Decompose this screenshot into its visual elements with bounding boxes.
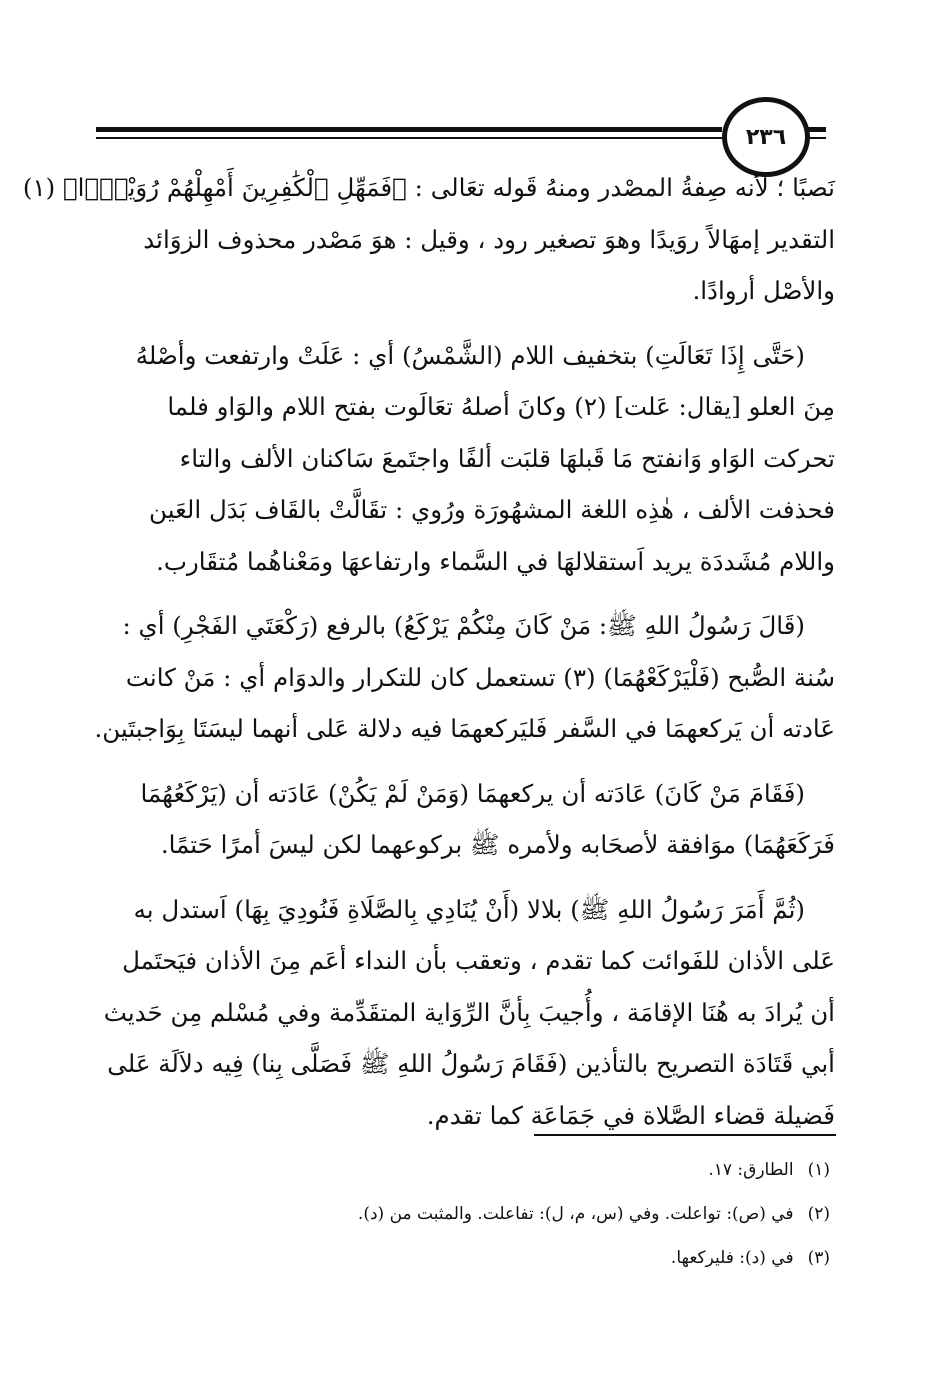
footnote-separator (534, 1134, 836, 1136)
text-line: أبي قَتَادَة التصريح بالتأذين (فَقَامَ رَسُولُ اللهِ ﷺ فَصَلَّى بِنا) فِيه دلاَلَة عَلى (107, 1049, 835, 1078)
footnote-number: (٣) (807, 1248, 830, 1268)
text-line: (ثُمَّ أَمَرَ رَسُولُ اللهِ ﷺ) بلالا (أَنْ يُنَادِي بِالصَّلَاةِ فَنُودِيَ بِهَا) اَستدل به (133, 894, 805, 924)
header-rule-thin (96, 137, 722, 139)
text-line: (قَالَ رَسُولُ اللهِ ﷺ: مَنْ كَانَ مِنْكُمْ يَرْكَعُ) بالرفع (رَكْعَتَي الفَجْرِ) أي : (122, 611, 805, 640)
text-line: واللام مُشَددَة يريد اَستقلالهَا في السَّماء وارتفاعهَا ومَعْناهُما مُتقَارب. (156, 546, 835, 576)
footnote (95, 1236, 830, 1280)
footnote-text: الطارق: ١٧. (708, 1160, 794, 1180)
text-line: نَصبًا ؛ لأنه صِفةُ المصْدر ومنهُ قَوله تعَالى : ﴿فَمَهِّلِ ٱلْكَٰفِرِينَ أَمْهِلْهُمْ رُوَيْدًۢا﴾ (١) (22, 173, 835, 202)
text-line: (فَقَامَ مَنْ كَانَ) عَادَته أن يركعهمَا (وَمَنْ لَمْ يَكُنْ) عَادَته أن (يَرْكَعُهُمَا (140, 778, 805, 808)
footnote-text: في (د): فليركعها. (670, 1248, 794, 1268)
main-text (22, 162, 835, 1141)
text-line: (حَتَّى إِذَا تَعَالَتِ) بتخفيف اللام (الشَّمْسُ) أي : عَلَتْ وارتفعت وأصْلهُ (135, 340, 805, 370)
footnotes (95, 1148, 830, 1280)
text-line: مِنَ العلو [يقال: عَلت] (٢) وكانَ أصلهُ تعَالَوت بفتح اللام والوَاو فلما (167, 392, 835, 421)
footnote-text: في (ص): تواعلت. وفي (س، م، ل): تفاعلت. والمثبت من (د). (357, 1204, 794, 1224)
text-line: والأصْل أروادًا. (692, 276, 835, 305)
text-line: فَضيلة قضاء الصَّلاة في جَمَاعَة كما تقدم. (426, 1100, 835, 1130)
text-line: عَادته أن يَركعهمَا في السَّفر فَليَركعهمَا فيه دلالة عَلى أنهما ليسَتَا بِوَاجبتَين. (94, 714, 835, 743)
text-line: فحذفت الألف ، هٰذِه اللغة المشهُورَة ورُوي : تقَالَّتْ بالقَاف بَدَل العَين (149, 495, 835, 524)
text-line: تحركت الوَاو وَانفتح مَا قَبلهَا قلبَت ألفًا واجتَمعَ سَاكنان الألف والتاء (179, 443, 835, 473)
text-line: عَلى الأذان للفَوائت كما تقدم ، وتعقب بأن النداء أعَم مِنَ الأذان فيَحتَمل (122, 946, 835, 975)
footnote (95, 1192, 830, 1236)
text-line: أن يُرادَ به هُنَا الإقامَة ، وأُجيبَ بِأنَّ الرِّوَاية المتقَدِّمة وفي مُسْلم مِن حَديث (103, 997, 835, 1027)
text-line: فَرَكَعَهُمَا) موَافقة لأصحَابه ولأمره ﷺ بركوعهما لكن ليسَ أمرًا حَتمًا. (160, 830, 835, 859)
text-line: التقدير إمهَالاً روَيدًا وهوَ تصغير رود ، وقيل : هوَ مَصْدر محذوف الزوَائد (143, 224, 835, 254)
footnote (95, 1148, 830, 1192)
text-line: سُنة الصُّبح (فَلْيَرْكَعْهُمَا) (٣) تستعمل كان للتكرار والدوَام أي : مَنْ كانت (125, 662, 835, 692)
header-rule-thick (96, 127, 722, 132)
page-header (0, 0, 950, 150)
footnote-number: (٢) (807, 1204, 830, 1224)
page-number: ٢٣٦ (745, 124, 787, 150)
footnote-number: (١) (807, 1160, 830, 1180)
